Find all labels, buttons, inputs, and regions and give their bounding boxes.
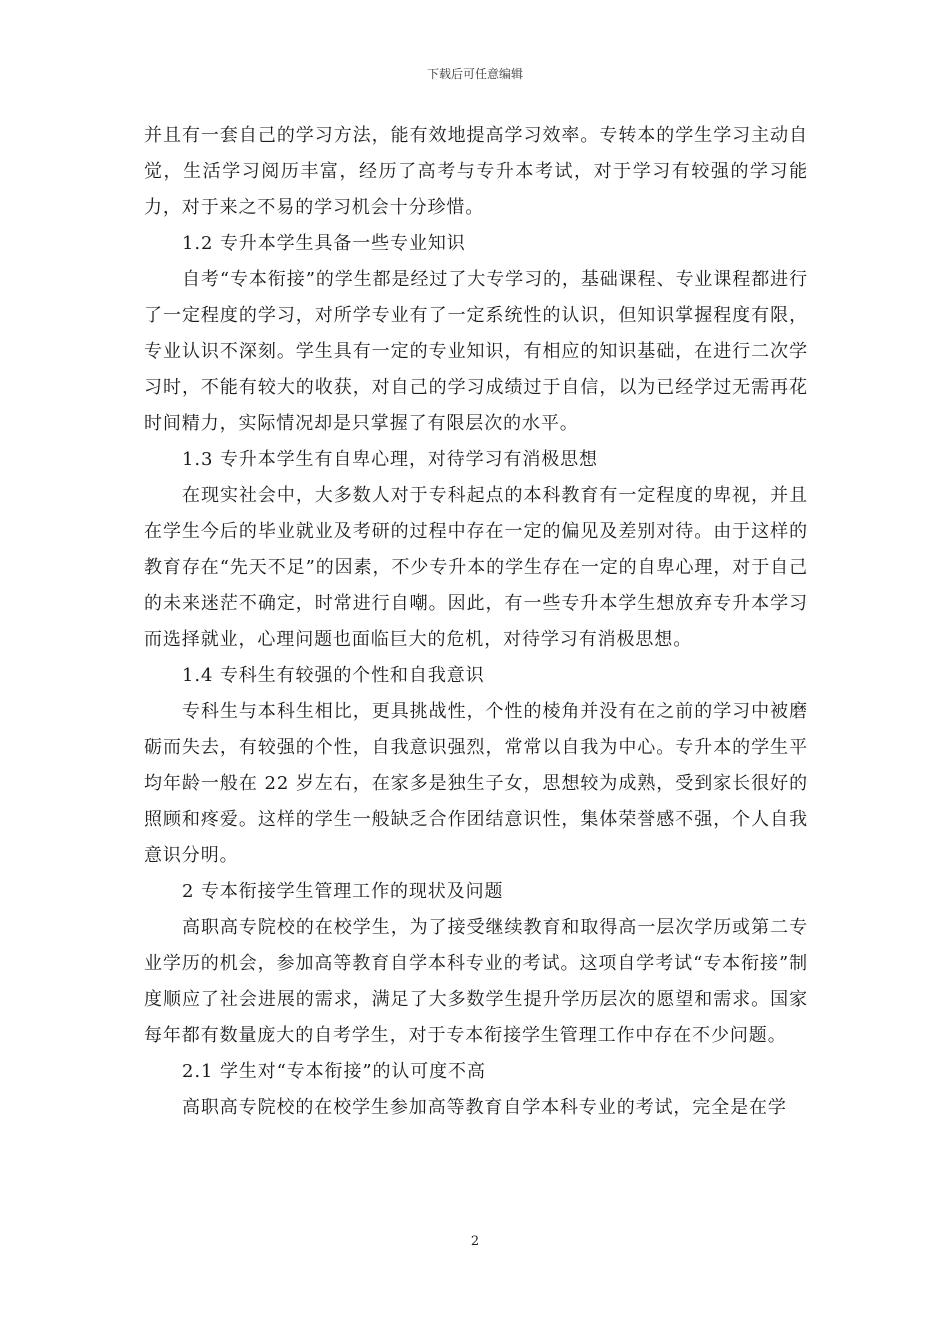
section-heading-1-4: 1.4 专科生有较强的个性和自我意识 [182,665,485,686]
body-paragraph: 高职高专院校的在校学生，为了接受继续教育和取得高一层次学历或第二专业学历的机会，参加高等教育自学本科专业的考试。这项自学考试“专本衔接”制度顺应了社会进展的需求，满足了大多数学生提升学历层次的愿望和需求。国家每年都有数量庞大的自考学生，对于专本衔接学生管理工作中存在不少问题。 [144,917,808,1046]
section-heading-2: 2 专本衔接学生管理工作的现状及问题 [182,881,504,902]
section-heading-1-3: 1.3 专升本学生有自卑心理，对待学习有消极思想 [182,449,598,470]
document-body [144,118,808,1126]
section-heading-2-1: 2.1 学生对“专本衔接”的认可度不高 [182,1061,486,1082]
body-paragraph: 并且有一套自己的学习方法，能有效地提高学习效率。专转本的学生学习主动自觉，生活学习阅历丰富，经历了高考与专升本考试，对于学习有较强的学习能力，对于来之不易的学习机会十分珍惜。 [144,125,808,218]
body-paragraph: 专科生与本科生相比，更具挑战性，个性的棱角并没有在之前的学习中被磨砺而失去，有较强的个性，自我意识强烈，常常以自我为中心。专升本的学生平均年龄一般在 22 岁左右，在家多是独生子女，思想较为成熟，受到家长很好的照顾和疼爱。这样的学生一般缺乏合作团结意识性，集体荣誉感不强，个人自我意识分明。 [144,701,808,866]
section-heading-1-2: 1.2 专升本学生具备一些专业知识 [182,233,466,254]
body-paragraph: 在现实社会中，大多数人对于专科起点的本科教育有一定程度的卑视，并且在学生今后的毕业就业及考研的过程中存在一定的偏见及差别对待。由于这样的教育存在“先天不足”的因素，不少专升本的学生存在一定的自卑心理，对于自己的未来迷茫不确定，时常进行自嘲。因此，有一些专升本学生想放弃专升本学习而选择就业，心理问题也面临巨大的危机，对待学习有消极思想。 [144,485,808,650]
page-number: 2 [470,1234,480,1249]
body-paragraph: 自考“专本衔接”的学生都是经过了大专学习的，基础课程、专业课程都进行了一定程度的学习，对所学专业有了一定系统性的认识，但知识掌握程度有限，专业认识不深刻。学生具有一定的专业知识，有相应的知识基础，在进行二次学习时，不能有较大的收获，对自己的学习成绩过于自信，以为已经学过无需再花时间精力，实际情况却是只掌握了有限层次的水平。 [144,269,808,434]
page-header: 下载后可任意编辑 [426,67,523,81]
body-paragraph: 高职高专院校的在校学生参加高等教育自学本科专业的考试，完全是在学 [182,1097,787,1118]
